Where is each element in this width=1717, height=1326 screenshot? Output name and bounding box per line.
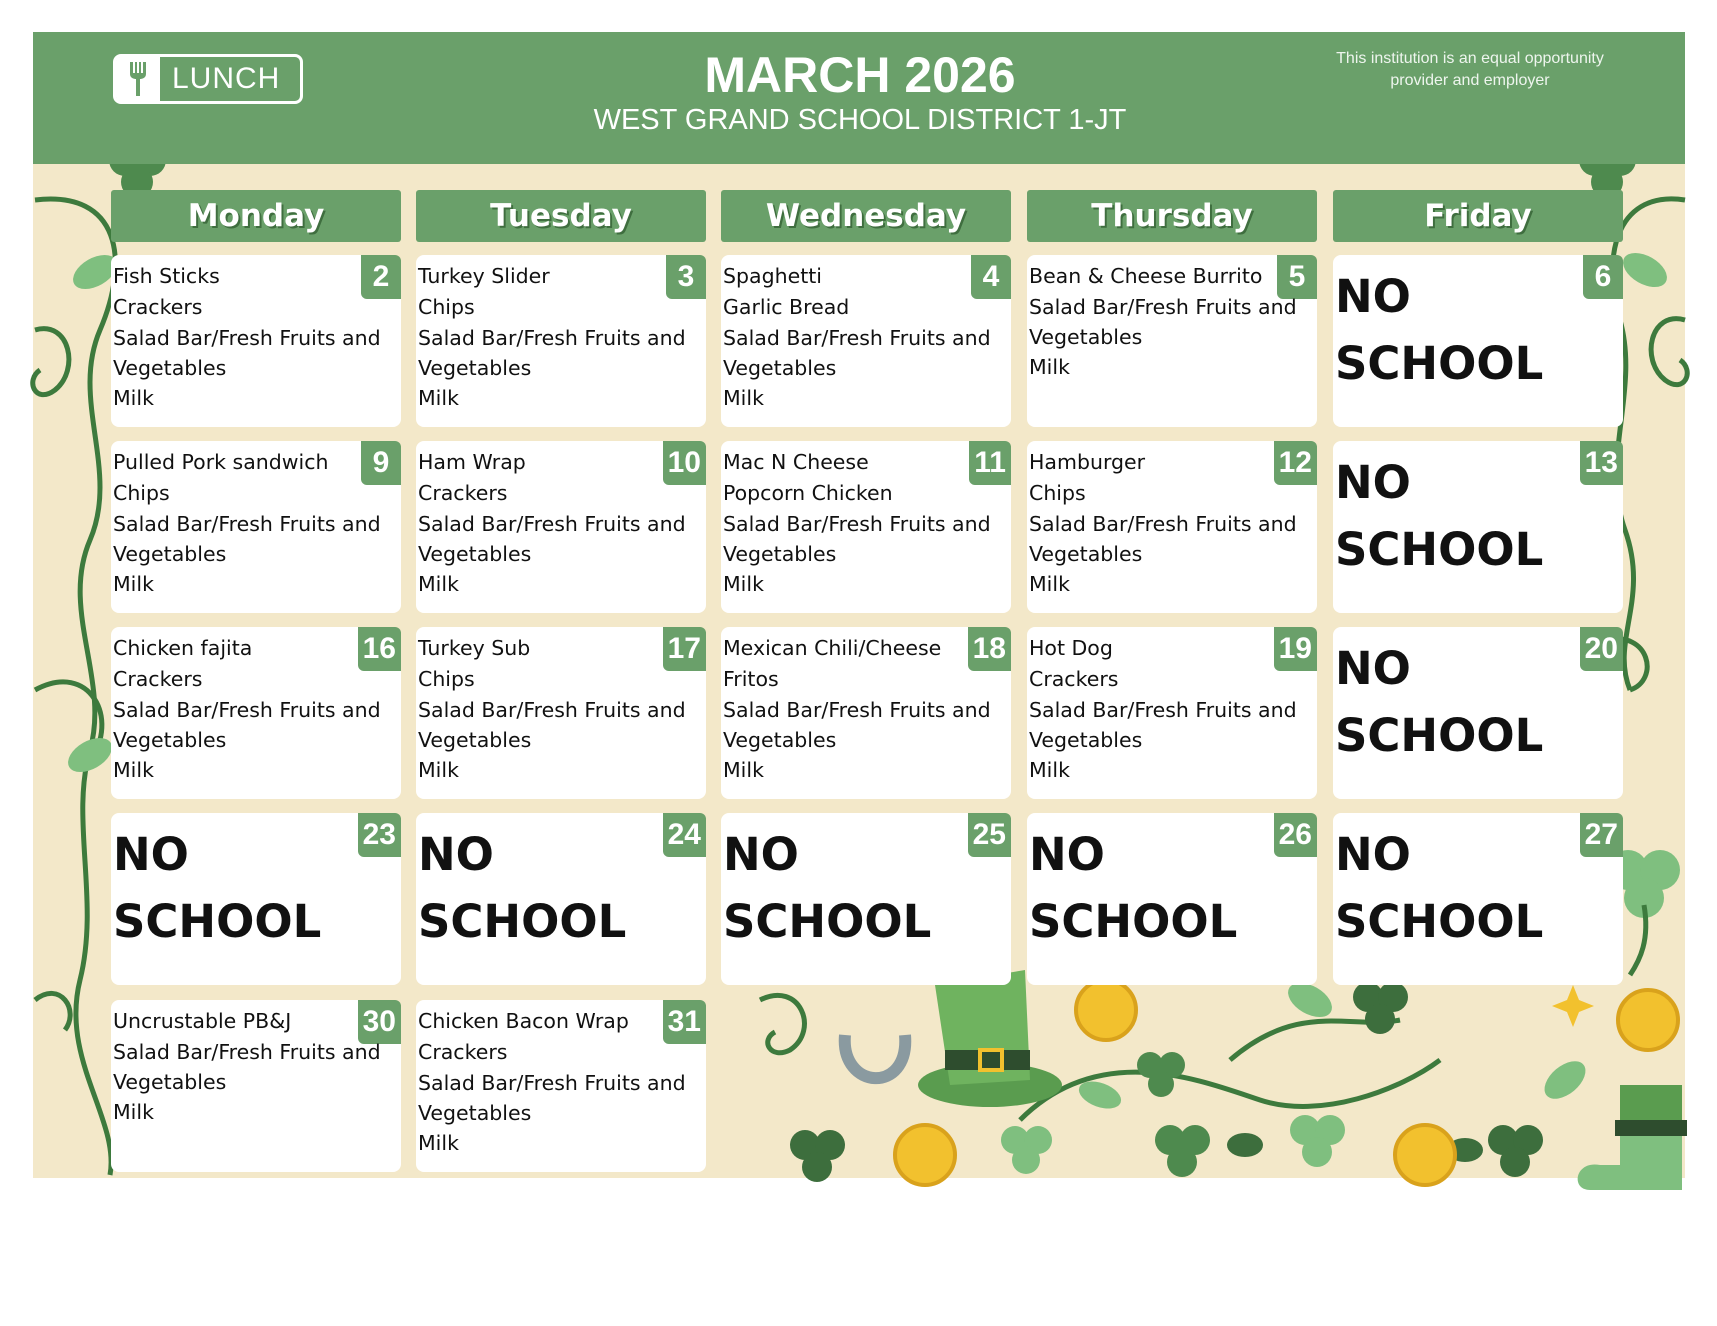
day-cell bbox=[111, 627, 401, 799]
menu-item: Crackers bbox=[113, 667, 203, 691]
logo-label: LUNCH bbox=[172, 62, 281, 95]
day-cell bbox=[1027, 441, 1317, 613]
date-badge: 24 bbox=[663, 813, 706, 857]
menu-item: Vegetables bbox=[723, 542, 837, 566]
shamrock-icon bbox=[1137, 1052, 1185, 1097]
no-school-line: NO bbox=[1029, 828, 1105, 881]
menu-item: Milk bbox=[113, 758, 154, 782]
menu-list bbox=[418, 447, 686, 600]
menu-item: Milk bbox=[1029, 758, 1070, 782]
day-cell bbox=[721, 441, 1011, 613]
gold-coin-icon bbox=[1618, 990, 1678, 1050]
menu-item: Crackers bbox=[418, 481, 508, 505]
menu-item: Milk bbox=[418, 572, 459, 596]
no-school-line: SCHOOL bbox=[1335, 523, 1544, 576]
day-cell bbox=[416, 627, 706, 799]
menu-item: Crackers bbox=[113, 295, 203, 319]
day-cell bbox=[416, 441, 706, 613]
shamrock-icon bbox=[790, 1130, 845, 1182]
gold-coin-icon bbox=[1076, 980, 1136, 1040]
menu-item: Uncrustable PB&J bbox=[113, 1009, 292, 1033]
menu-list bbox=[418, 261, 686, 414]
menu-item: Garlic Bread bbox=[723, 295, 850, 319]
menu-item: Salad Bar/Fresh Fruits and bbox=[113, 698, 381, 722]
sparkle-icon bbox=[1552, 985, 1594, 1027]
menu-item: Salad Bar/Fresh Fruits and bbox=[113, 326, 381, 350]
menu-item: Chips bbox=[418, 295, 475, 319]
menu-list bbox=[113, 633, 381, 786]
menu-list bbox=[113, 1006, 381, 1128]
day-cell bbox=[111, 1000, 401, 1172]
menu-list bbox=[1029, 447, 1297, 600]
menu-item: Milk bbox=[418, 1131, 459, 1155]
menu-list bbox=[723, 447, 991, 600]
no-school-line: SCHOOL bbox=[723, 895, 932, 948]
menu-item: Crackers bbox=[1029, 667, 1119, 691]
menu-item: Fish Sticks bbox=[113, 264, 220, 288]
menu-item: Milk bbox=[418, 758, 459, 782]
menu-list bbox=[723, 633, 991, 786]
menu-item: Milk bbox=[723, 572, 764, 596]
shamrock-icon bbox=[1488, 1125, 1543, 1177]
no-school-line: NO bbox=[418, 828, 494, 881]
menu-item: Vegetables bbox=[1029, 728, 1143, 752]
day-cell bbox=[721, 813, 1011, 985]
menu-list bbox=[723, 261, 991, 414]
no-school-label bbox=[723, 821, 931, 955]
no-school-label bbox=[1335, 263, 1543, 397]
day-cell bbox=[1333, 255, 1623, 427]
menu-item: Mac N Cheese bbox=[723, 450, 869, 474]
menu-item: Milk bbox=[113, 1100, 154, 1124]
menu-item: Chips bbox=[418, 667, 475, 691]
day-header-friday: Friday bbox=[1333, 190, 1623, 242]
day-cell bbox=[1333, 813, 1623, 985]
menu-item: Vegetables bbox=[113, 1070, 227, 1094]
menu-item: Milk bbox=[1029, 355, 1070, 379]
menu-item: Salad Bar/Fresh Fruits and bbox=[418, 1071, 686, 1095]
day-header-wednesday: Wednesday bbox=[721, 190, 1011, 242]
menu-list bbox=[1029, 261, 1297, 383]
date-badge: 25 bbox=[968, 813, 1011, 857]
menu-item: Chips bbox=[1029, 481, 1086, 505]
date-badge: 2 bbox=[361, 255, 401, 299]
day-cell bbox=[1027, 255, 1317, 427]
day-cell bbox=[416, 255, 706, 427]
menu-item: Turkey Slider bbox=[418, 264, 550, 288]
menu-item: Vegetables bbox=[418, 356, 532, 380]
no-school-line: SCHOOL bbox=[1335, 337, 1544, 390]
no-school-line: NO bbox=[1335, 456, 1411, 509]
menu-item: Salad Bar/Fresh Fruits and bbox=[113, 512, 381, 536]
menu-list bbox=[113, 261, 381, 414]
day-cell bbox=[1333, 627, 1623, 799]
no-school-line: NO bbox=[1335, 828, 1411, 881]
date-badge: 18 bbox=[968, 627, 1011, 671]
menu-item: Vegetables bbox=[1029, 542, 1143, 566]
day-cell bbox=[721, 627, 1011, 799]
menu-list bbox=[418, 1006, 686, 1159]
menu-item: Vegetables bbox=[723, 356, 837, 380]
menu-item: Salad Bar/Fresh Fruits and bbox=[418, 698, 686, 722]
menu-item: Salad Bar/Fresh Fruits and bbox=[1029, 698, 1297, 722]
menu-item: Crackers bbox=[418, 1040, 508, 1064]
menu-item: Vegetables bbox=[113, 356, 227, 380]
no-school-line: NO bbox=[113, 828, 189, 881]
menu-item: Milk bbox=[723, 758, 764, 782]
date-badge: 20 bbox=[1580, 627, 1623, 671]
menu-list bbox=[418, 633, 686, 786]
menu-list bbox=[1029, 633, 1297, 786]
shamrock-icon bbox=[1353, 982, 1408, 1034]
menu-item: Chips bbox=[113, 481, 170, 505]
day-cell bbox=[1027, 627, 1317, 799]
menu-item: Salad Bar/Fresh Fruits and bbox=[723, 698, 991, 722]
menu-item: Milk bbox=[418, 386, 459, 410]
date-badge: 17 bbox=[663, 627, 706, 671]
day-cell bbox=[1027, 813, 1317, 985]
menu-item: Ham Wrap bbox=[418, 450, 526, 474]
date-badge: 27 bbox=[1580, 813, 1623, 857]
no-school-label bbox=[1335, 821, 1543, 955]
menu-item: Salad Bar/Fresh Fruits and bbox=[1029, 295, 1297, 319]
vine-icon bbox=[33, 199, 116, 1175]
date-badge: 11 bbox=[969, 441, 1011, 485]
page-subtitle: WEST GRAND SCHOOL DISTRICT 1-JT bbox=[593, 104, 1127, 136]
date-badge: 9 bbox=[361, 441, 401, 485]
page-title: MARCH 2026 bbox=[704, 47, 1016, 103]
menu-item: Vegetables bbox=[418, 1101, 532, 1125]
gold-coin-icon bbox=[1395, 1125, 1455, 1185]
day-cell bbox=[1333, 441, 1623, 613]
date-badge: 3 bbox=[666, 255, 706, 299]
menu-item: Salad Bar/Fresh Fruits and bbox=[723, 326, 991, 350]
horseshoe-icon bbox=[845, 1035, 906, 1078]
menu-item: Milk bbox=[113, 572, 154, 596]
no-school-label bbox=[1335, 449, 1543, 583]
date-badge: 5 bbox=[1277, 255, 1317, 299]
day-cell bbox=[111, 441, 401, 613]
leprechaun-hat-icon bbox=[918, 970, 1062, 1107]
no-school-line: SCHOOL bbox=[1029, 895, 1238, 948]
date-badge: 30 bbox=[358, 1000, 401, 1044]
date-badge: 6 bbox=[1583, 255, 1623, 299]
shamrock-icon bbox=[1001, 1126, 1052, 1174]
menu-item: Pulled Pork sandwich bbox=[113, 450, 329, 474]
leprechaun-boot-icon bbox=[1578, 1085, 1687, 1190]
date-badge: 10 bbox=[663, 441, 706, 485]
fork-icon bbox=[116, 57, 160, 101]
day-cell bbox=[111, 255, 401, 427]
date-badge: 13 bbox=[1580, 441, 1623, 485]
menu-item: Vegetables bbox=[418, 728, 532, 752]
date-badge: 12 bbox=[1274, 441, 1317, 485]
no-school-label bbox=[1029, 821, 1237, 955]
menu-item: Salad Bar/Fresh Fruits and bbox=[113, 1040, 381, 1064]
menu-item: Vegetables bbox=[1029, 325, 1143, 349]
no-school-line: NO bbox=[1335, 642, 1411, 695]
menu-item: Milk bbox=[1029, 572, 1070, 596]
no-school-line: SCHOOL bbox=[113, 895, 322, 948]
menu-item: Mexican Chili/Cheese bbox=[723, 636, 942, 660]
date-badge: 16 bbox=[358, 627, 401, 671]
day-cell bbox=[111, 813, 401, 985]
day-header-monday: Monday bbox=[111, 190, 401, 242]
menu-item: Spaghetti bbox=[723, 264, 822, 288]
date-badge: 26 bbox=[1274, 813, 1317, 857]
menu-list bbox=[113, 447, 381, 600]
menu-item: Popcorn Chicken bbox=[723, 481, 893, 505]
no-school-label bbox=[418, 821, 626, 955]
date-badge: 31 bbox=[663, 1000, 706, 1044]
shamrock-icon bbox=[1155, 1125, 1210, 1177]
day-header-tuesday: Tuesday bbox=[416, 190, 706, 242]
menu-item: Hot Dog bbox=[1029, 636, 1113, 660]
day-cell bbox=[721, 255, 1011, 427]
no-school-line: SCHOOL bbox=[418, 895, 627, 948]
day-header-thursday: Thursday bbox=[1027, 190, 1317, 242]
no-school-line: SCHOOL bbox=[1335, 895, 1544, 948]
menu-item: Fritos bbox=[723, 667, 779, 691]
menu-item: Vegetables bbox=[113, 728, 227, 752]
equal-opportunity-notice: This institution is an equal opportunity provider and employer bbox=[1336, 50, 1604, 89]
day-cell bbox=[416, 1000, 706, 1172]
menu-item: Salad Bar/Fresh Fruits and bbox=[1029, 512, 1297, 536]
menu-item: Vegetables bbox=[723, 728, 837, 752]
date-badge: 19 bbox=[1274, 627, 1317, 671]
menu-item: Vegetables bbox=[418, 542, 532, 566]
shamrock-icon bbox=[1290, 1115, 1345, 1167]
lunch-logo bbox=[113, 54, 303, 104]
menu-item: Salad Bar/Fresh Fruits and bbox=[418, 326, 686, 350]
menu-item: Hamburger bbox=[1029, 450, 1146, 474]
date-badge: 4 bbox=[971, 255, 1011, 299]
menu-item: Milk bbox=[113, 386, 154, 410]
gold-coin-icon bbox=[895, 1125, 955, 1185]
menu-item: Salad Bar/Fresh Fruits and bbox=[418, 512, 686, 536]
no-school-label bbox=[1335, 635, 1543, 769]
date-badge: 23 bbox=[358, 813, 401, 857]
no-school-line: NO bbox=[723, 828, 799, 881]
menu-item: Turkey Sub bbox=[418, 636, 531, 660]
menu-item: Salad Bar/Fresh Fruits and bbox=[723, 512, 991, 536]
menu-item: Bean & Cheese Burrito bbox=[1029, 264, 1263, 288]
menu-item: Chicken fajita bbox=[113, 636, 253, 660]
no-school-label bbox=[113, 821, 321, 955]
no-school-line: NO bbox=[1335, 270, 1411, 323]
menu-item: Chicken Bacon Wrap bbox=[418, 1009, 629, 1033]
no-school-line: SCHOOL bbox=[1335, 709, 1544, 762]
menu-item: Milk bbox=[723, 386, 764, 410]
menu-item: Vegetables bbox=[113, 542, 227, 566]
day-cell bbox=[416, 813, 706, 985]
